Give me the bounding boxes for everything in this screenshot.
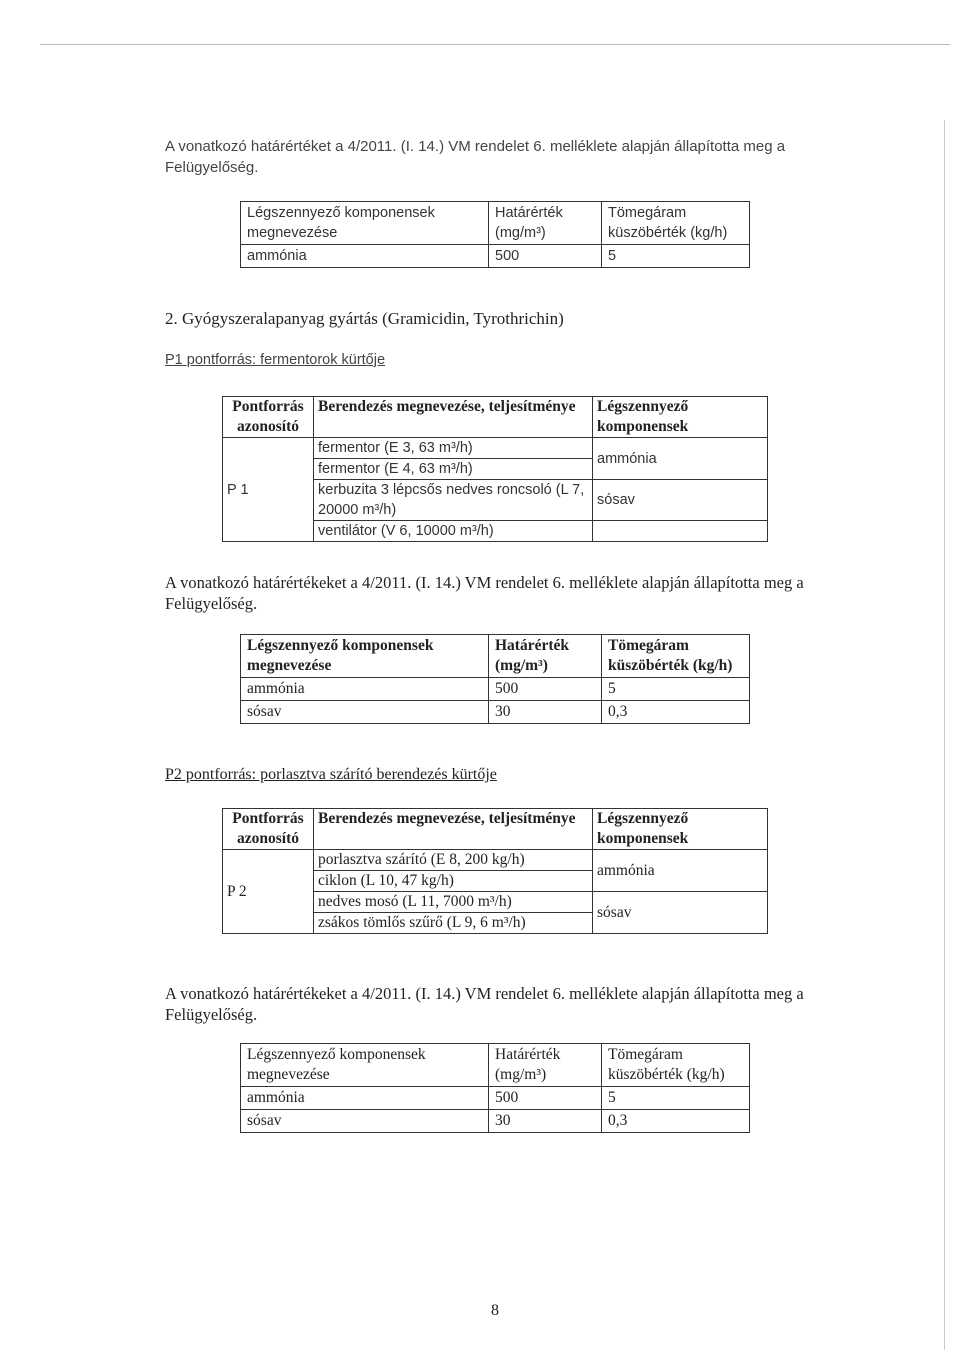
table-row xyxy=(241,1087,750,1110)
p1-equipment-table xyxy=(222,396,768,542)
table-row xyxy=(223,438,768,459)
cell-limit: 30 xyxy=(489,701,602,724)
equipment-cell: fermentor (E 3, 63 m³/h) xyxy=(314,438,593,459)
header-pollutants: Légszennyező komponensek xyxy=(593,809,768,850)
pollutant-cell: sósav xyxy=(593,480,768,521)
source-id-cell: P 2 xyxy=(223,850,314,934)
equipment-cell: ciklon (L 10, 47 kg/h) xyxy=(314,871,593,892)
intro-paragraph-1: A vonatkozó határértéket a 4/2011. (I. 14.) VM rendelet 6. melléklete alapján állapította meg a Felügyelőség. xyxy=(165,138,786,176)
limits-table-1 xyxy=(240,201,750,268)
cell-massflow: 0,3 xyxy=(602,701,750,724)
equipment-cell: ventilátor (V 6, 10000 m³/h) xyxy=(314,521,593,542)
table-row xyxy=(241,1110,750,1133)
pollutant-cell: sósav xyxy=(593,892,768,934)
intro-paragraph-3: A vonatkozó határértékeket a 4/2011. (I. 14.) VM rendelet 6. melléklete alapján állapította meg a Felügyelőség. xyxy=(165,984,804,1024)
equipment-cell: nedves mosó (L 11, 7000 m³/h) xyxy=(314,892,593,913)
equipment-cell: porlasztva szárító (E 8, 200 kg/h) xyxy=(314,850,593,871)
header-pollutant: Légszennyező komponensek megnevezése xyxy=(241,202,489,245)
cell-limit: 500 xyxy=(489,245,602,268)
cell-massflow: 5 xyxy=(602,678,750,701)
empty-cell xyxy=(593,521,768,542)
cell-limit: 30 xyxy=(489,1110,602,1133)
equipment-cell: zsákos tömlős szűrő (L 9, 6 m³/h) xyxy=(314,913,593,934)
table-header-row xyxy=(241,635,750,678)
cell-pollutant: ammónia xyxy=(241,1087,489,1110)
header-limit: Határérték (mg/m³) xyxy=(489,202,602,245)
table-header-row xyxy=(241,1044,750,1087)
header-equipment: Berendezés megnevezése, teljesítménye xyxy=(314,397,593,438)
top-rule xyxy=(40,44,950,45)
cell-pollutant: ammónia xyxy=(241,678,489,701)
cell-pollutant: sósav xyxy=(241,1110,489,1133)
cell-pollutant: ammónia xyxy=(241,245,489,268)
header-limit: Határérték (mg/m³) xyxy=(489,1044,602,1087)
page-number: 8 xyxy=(491,1302,499,1319)
header-massflow: Tömegáram küszöbérték (kg/h) xyxy=(602,635,750,678)
pollutant-cell: ammónia xyxy=(593,850,768,892)
p2-equipment-table xyxy=(222,808,768,934)
table-row xyxy=(241,245,750,268)
table-row xyxy=(241,701,750,724)
right-margin-rule xyxy=(944,120,945,1350)
cell-pollutant: sósav xyxy=(241,701,489,724)
equipment-cell: fermentor (E 4, 63 m³/h) xyxy=(314,459,593,480)
cell-limit: 500 xyxy=(489,678,602,701)
limits-table-2 xyxy=(240,634,750,724)
cell-massflow: 0,3 xyxy=(602,1110,750,1133)
source-id-cell: P 1 xyxy=(223,438,314,542)
cell-massflow: 5 xyxy=(602,245,750,268)
header-equipment: Berendezés megnevezése, teljesítménye xyxy=(314,809,593,850)
limits-table-3 xyxy=(240,1043,750,1133)
table-row xyxy=(223,850,768,871)
table-header-row xyxy=(223,809,768,850)
p1-source-title: P1 pontforrás: fermentorok kürtője xyxy=(165,352,386,368)
header-pollutants: Légszennyező komponensek xyxy=(593,397,768,438)
header-source-id: Pontforrás azonosító xyxy=(223,397,314,438)
pollutant-cell: ammónia xyxy=(593,438,768,480)
header-pollutant: Légszennyező komponensek megnevezése xyxy=(241,1044,489,1087)
header-limit: Határérték (mg/m³) xyxy=(489,635,602,678)
table-row xyxy=(241,678,750,701)
header-pollutant: Légszennyező komponensek megnevezése xyxy=(241,635,489,678)
cell-limit: 500 xyxy=(489,1087,602,1110)
cell-massflow: 5 xyxy=(602,1087,750,1110)
equipment-cell: kerbuzita 3 lépcsős nedves roncsoló (L 7, 20000 m³/h) xyxy=(314,480,593,521)
header-massflow: Tömegáram küszöbérték (kg/h) xyxy=(602,1044,750,1087)
section-title: 2. Gyógyszeralapanyag gyártás (Gramicidin, Tyrothrichin) xyxy=(165,309,564,328)
table-header-row xyxy=(223,397,768,438)
intro-paragraph-2: A vonatkozó határértékeket a 4/2011. (I. 14.) VM rendelet 6. melléklete alapján állapította meg a Felügyelőség. xyxy=(165,573,804,613)
table-header-row xyxy=(241,202,750,245)
header-massflow: Tömegáram küszöbérték (kg/h) xyxy=(602,202,750,245)
p2-source-title: P2 pontforrás: porlasztva szárító berendezés kürtője xyxy=(165,766,497,783)
header-source-id: Pontforrás azonosító xyxy=(223,809,314,850)
